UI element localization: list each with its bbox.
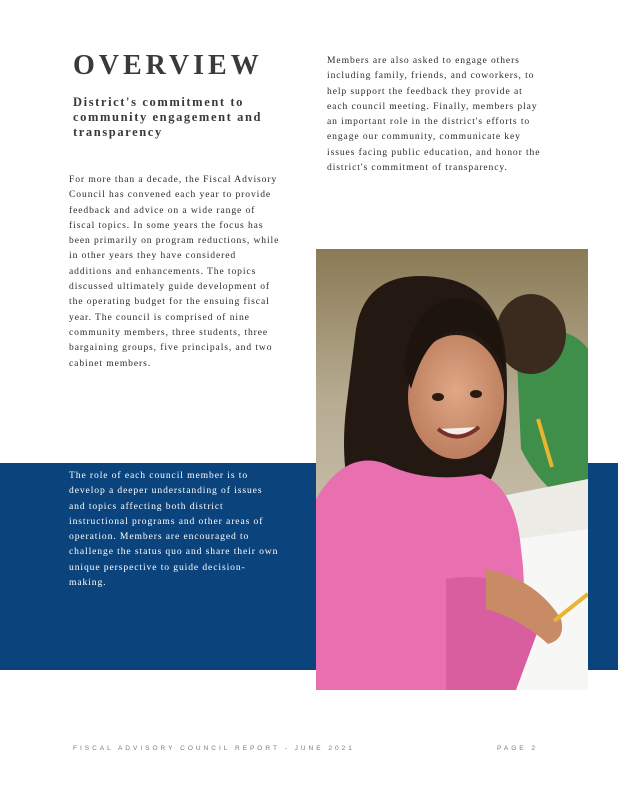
overview-paragraph-1: For more than a decade, the Fiscal Advisory Council has convened each year to provide feedback and advice on a wide range of fiscal topics. In some years the focus has been primarily on program reductions, while in other years they have considered additions and enhancements. The topics discussed ultimately guide development of the operating budget for the ensuing fiscal year. The council is comprised of nine community members, three students, three bargaining groups, five principals, and two cabinet members.	[69, 174, 280, 369]
page-title: OVERVIEW	[73, 50, 263, 81]
overview-paragraph-3: Members are also asked to engage others including family, friends, and coworkers, to help support the feedback they provide at each council meeting. Finally, members play an important role in the district's efforts to engage our community, communicate key issues facing public education, and honor the district's commitment of transparency.	[327, 55, 541, 174]
overview-paragraph-2: The role of each council member is to develop a deeper understanding of issues and topics affecting both district instructional programs and other areas of operation. Members are encouraged to challenge the status quo and share their own unique perspective to guide decision-making.	[69, 470, 279, 589]
footer-page-number: PAGE 2	[497, 745, 539, 752]
student-photo	[316, 249, 588, 690]
student-illustration	[316, 249, 588, 690]
footer-report-label: FISCAL ADVISORY COUNCIL REPORT - JUNE 2021	[73, 745, 355, 752]
page-subtitle: District's commitment to community engagement and transparency	[73, 95, 263, 139]
